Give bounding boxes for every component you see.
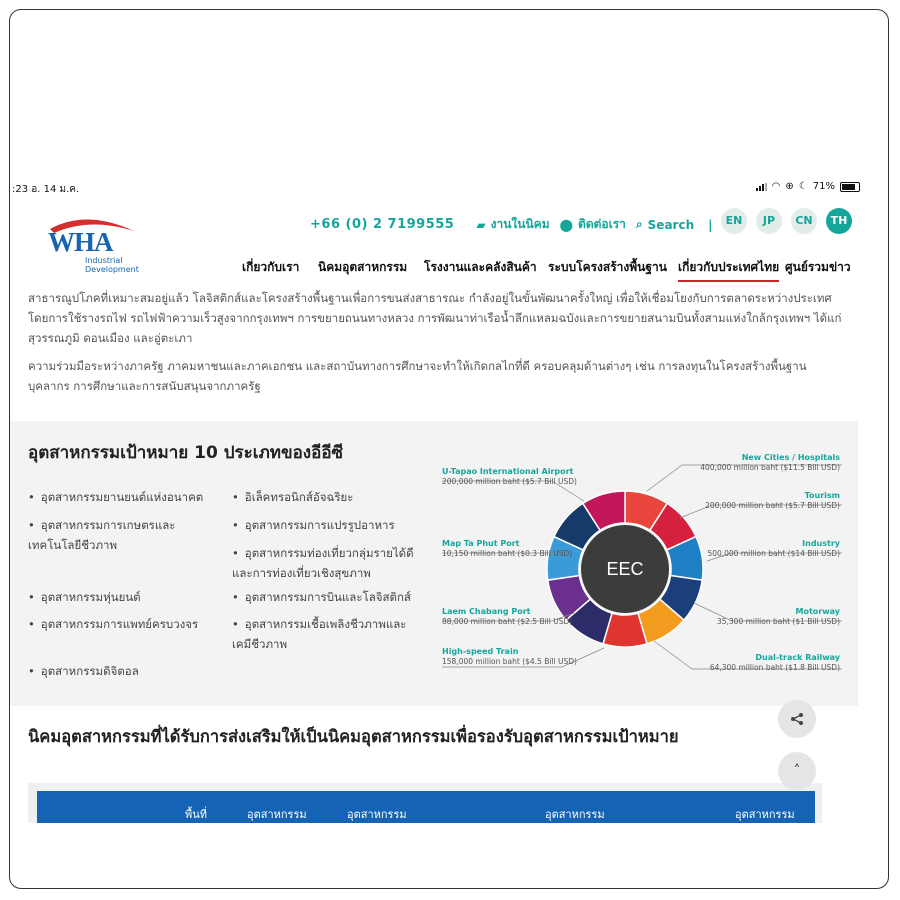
industry-item: • อุตสาหกรรมหุ่นยนต์ xyxy=(28,590,141,604)
table-header-cell: อุตสาหกรรม xyxy=(735,808,795,821)
scroll-top-button[interactable] xyxy=(778,752,816,790)
industry-item: • อุตสาหกรรมยานยนต์แห่งอนาคต xyxy=(28,490,204,504)
lang-jp-button[interactable]: JP xyxy=(756,208,782,234)
share-button[interactable] xyxy=(778,700,816,738)
project-label: Dual-track Railway 64,300 million baht ($1.8 Bill USD) xyxy=(709,653,840,672)
status-time: :23 อ. 14 ม.ค. xyxy=(12,184,80,195)
jobs-link[interactable] xyxy=(476,215,549,234)
intro-text xyxy=(28,288,843,404)
lang-th-button[interactable]: TH xyxy=(826,208,852,234)
phone-number[interactable]: +66 (0) 2 7199555 xyxy=(310,217,455,232)
separator: | xyxy=(708,217,713,232)
project-label: Laem Chabang Port 88,000 million baht ($2.5 Bill USD) xyxy=(442,607,573,626)
logo-subtitle: Industrial Development xyxy=(85,256,139,274)
eec-center-label: EEC xyxy=(606,559,644,579)
contact-label: ติดต่อเรา xyxy=(578,217,626,231)
project-label: Industry 500,000 million baht ($14 Bill USD) xyxy=(707,539,840,558)
site-header xyxy=(20,197,870,295)
chevron-up-icon: ˄ xyxy=(793,763,801,779)
briefcase-icon: ▰ xyxy=(476,217,486,232)
industry-item: • อิเล็คทรอนิกส์อัจฉริยะ xyxy=(232,490,354,504)
nav-about-thailand[interactable]: เกี่ยวกับประเทศไทย xyxy=(678,258,779,282)
nav-news[interactable]: ศูนย์รวมข่าว xyxy=(785,260,851,274)
lang-en-button[interactable]: EN xyxy=(721,208,747,234)
battery-icon xyxy=(840,182,860,192)
screenshot-frame xyxy=(9,9,889,889)
industry-item: • อุตสาหกรรมการเกษตรและเทคโนโลยีชีวภาพ xyxy=(28,518,176,552)
signal-icon xyxy=(756,183,767,191)
lang-cn-button[interactable]: CN xyxy=(791,208,817,234)
table-header-cell: พื้นที่ xyxy=(185,808,208,821)
status-bar xyxy=(10,178,889,198)
project-label: Tourism 200,000 million baht ($5.7 Bill USD) xyxy=(705,491,840,510)
industry-item: • อุตสาหกรรมการแปรรูปอาหาร xyxy=(232,518,395,532)
target-industries-title: อุตสาหกรรมเป้าหมาย 10 ประเภทของอีอีซี xyxy=(28,443,344,463)
nav-about[interactable]: เกี่ยวกับเรา xyxy=(242,260,300,274)
battery-percent: 71% xyxy=(812,181,835,192)
project-label: Motorway 35,300 million baht ($1 Bill USD) xyxy=(716,607,840,626)
industry-item: • อุตสาหกรรมท่องเที่ยวกลุ่มรายได้ดีและการท่องเที่ยวเชิงสุขภาพ xyxy=(232,546,414,580)
header-topbar xyxy=(310,215,713,234)
project-label: U-Tapao International Airport 200,000 million baht ($5.7 Bill USD) xyxy=(442,467,577,486)
section2-title: นิคมอุตสาหกรรมที่ได้รับการส่งเสริมให้เป็นนิคมอุตสาหกรรมเพื่อรองรับอุตสาหกรรมเป้าหมาย xyxy=(28,727,679,746)
project-label: Map Ta Phut Port 10,150 million baht ($0.3 Bill USD) xyxy=(442,539,573,558)
project-label: High-speed Train 158,000 million baht ($4.5 Bill USD) xyxy=(442,647,577,666)
location-pin-icon: ⬤ xyxy=(559,217,574,232)
wha-logo[interactable] xyxy=(42,213,142,278)
industry-item: • อุตสาหกรรมเชื้อเพลิงชีวภาพและเคมีชีวภาพ xyxy=(232,617,407,651)
intro-paragraph-1: สาธารณูปโภคที่เหมาะสมอยู่แล้ว โลจิสติกส์และโครงสร้างพื้นฐานเพื่อการขนส่งสาธารณะ กำลังอยู่ในขั้นพัฒนาครั้งใหญ่ เพื่อให้เชื่อมโยงกับการตลาดระหว่างประเทศโดยการใช้รางรถไฟ รถไฟฟ้าความเร็วสูงจากกรุงเทพฯ การขยายถนนทางหลวง การพัฒนาท่าเรือน้ำลึกแหลมฉบังและการขยายสนามบินทั้งสามแห่งใกล้กรุงเทพฯ ได้แก่ สุวรรณภูมิ ดอนเมือง และอู่ตะเภา xyxy=(28,291,842,345)
intro-paragraph-2: ความร่วมมือระหว่างภาครัฐ ภาคมหาชนและภาคเอกชน และสถาบันทางการศึกษาจะทำให้เกิดกลไกที่ดี ครอบคลุมด้านต่างๆ เช่น การลงทุนในโครงสร้างพื้นฐาน บุคลากร การศึกษาและการสนับสนุนจากภาครัฐ xyxy=(28,359,807,393)
industry-item: • อุตสาหกรรมการบินและโลจิสติกส์ xyxy=(232,590,411,604)
industry-item: • อุตสาหกรรมการแพทย์ครบวงจร xyxy=(28,617,199,631)
wifi-icon: ◠ xyxy=(771,181,781,192)
contact-link[interactable] xyxy=(560,215,626,234)
rotation-lock-icon: ⊕ xyxy=(785,181,794,192)
search-link[interactable] xyxy=(636,217,694,232)
nav-estates[interactable]: นิคมอุตสาหกรรม xyxy=(318,260,408,274)
eec-diagram xyxy=(432,443,852,673)
table-header-cell: อุตสาหกรรม xyxy=(347,808,407,821)
jobs-label: งานในนิคม xyxy=(490,217,550,231)
industry-item: • อุตสาหกรรมดิจิตอล xyxy=(28,664,139,678)
project-label: New Cities / Hospitals 400,000 million baht ($11.5 Bill USD) xyxy=(700,453,840,472)
nav-factories[interactable]: โรงงานและคลังสินค้า xyxy=(424,260,537,274)
search-label: Search xyxy=(647,217,695,232)
search-icon: ⌕ xyxy=(635,217,643,231)
logo-text: WHA xyxy=(48,227,113,257)
table-header xyxy=(37,791,815,823)
table-header-cell: อุตสาหกรรม xyxy=(545,808,605,821)
table-header-cell: อุตสาหกรรม xyxy=(247,808,307,821)
share-icon xyxy=(790,712,804,726)
moon-icon: ☾ xyxy=(798,181,808,192)
estates-table xyxy=(28,783,822,823)
nav-infrastructure[interactable]: ระบบโครงสร้างพื้นฐาน xyxy=(548,260,667,274)
